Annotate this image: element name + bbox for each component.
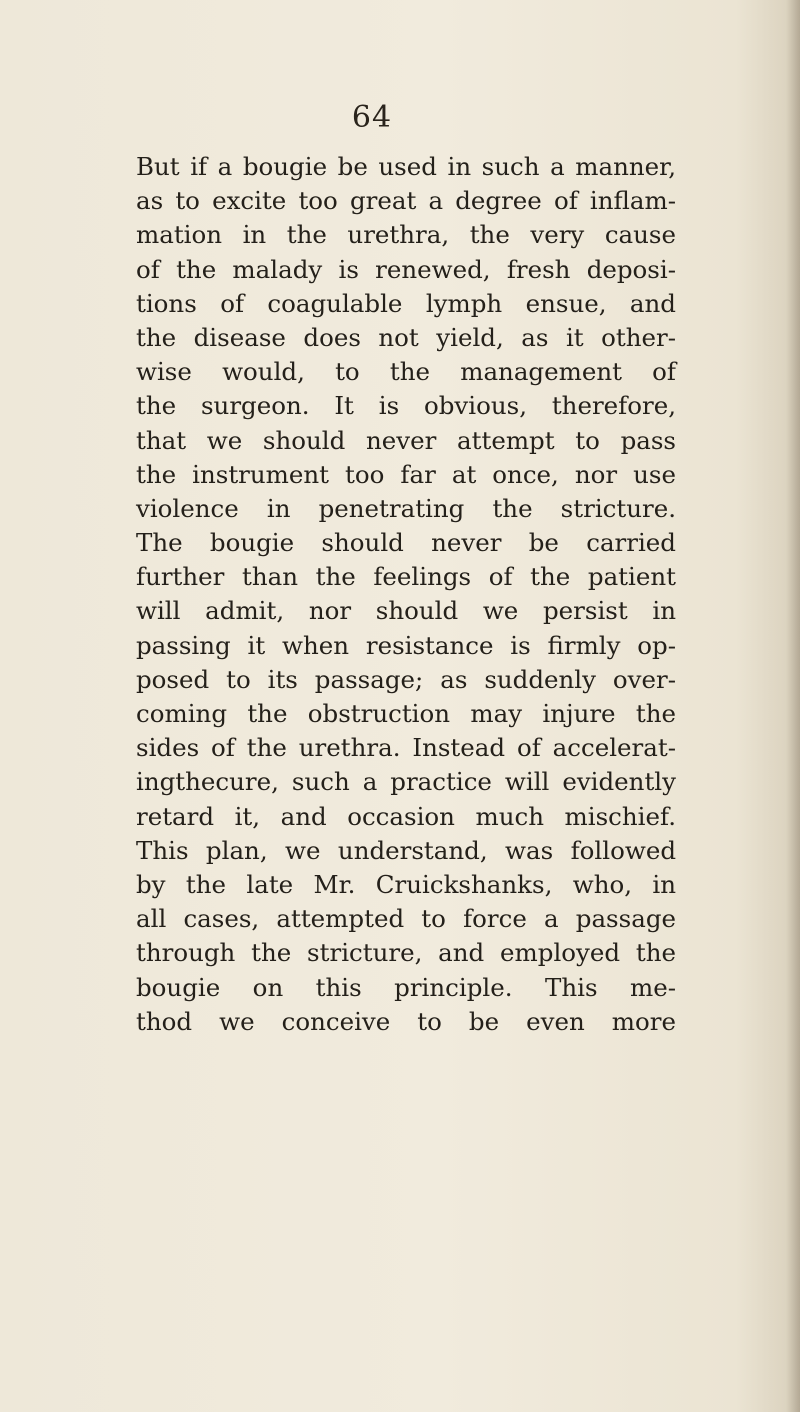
text-line: the instrument too far at once, nor use: [136, 459, 676, 489]
text-line: coming the obstruction may injure the: [136, 699, 676, 728]
text-line: of the malady is renewed, fresh deposi-: [136, 254, 676, 284]
text-line: The bougie should never be carried: [136, 528, 676, 558]
text-line: sides of the urethra. Instead of accelerat-: [136, 733, 676, 763]
text-line: bougie on this principle. This me-: [136, 972, 676, 1002]
text-line: will admit, nor should we persist in: [136, 596, 676, 626]
text-line: thod we conceive to be even more: [136, 1006, 676, 1036]
text-line: tions of coagulable lymph ensue, and: [136, 288, 676, 318]
text-line: This plan, we understand, was followed: [136, 835, 676, 865]
text-line: mation in the urethra, the very cause: [136, 220, 676, 250]
text-line: passing it when resistance is firmly op-: [136, 630, 676, 660]
text-line: the disease does not yield, as it other-: [136, 322, 676, 352]
text-line: by the late Mr. Cruickshanks, who, in: [136, 869, 676, 899]
text-line: further than the feelings of the patient: [136, 562, 676, 592]
text-line: posed to its passage; as suddenly over-: [136, 664, 676, 694]
text-line: that we should never attempt to pass: [136, 425, 676, 455]
text-line: through the stricture, and employed the: [136, 938, 676, 968]
text-line: wise would, to the management of: [136, 357, 676, 387]
page-number: 64: [351, 100, 393, 135]
text-line: violence in penetrating the stricture.: [136, 493, 676, 523]
page-edge-shadow: [786, 0, 800, 1412]
text-line: ingthecure, such a practice will evidently: [136, 767, 676, 797]
text-line: all cases, attempted to force a passage: [136, 904, 676, 934]
text-line: retard it, and occasion much mischief.: [136, 801, 676, 831]
body-text: [136, 150, 676, 1039]
text-line: the surgeon. It is obvious, therefore,: [136, 391, 676, 421]
text-line: But if a bougie be used in such a manner,: [136, 152, 676, 181]
text-line: as to excite too great a degree of inflam-: [136, 186, 676, 216]
